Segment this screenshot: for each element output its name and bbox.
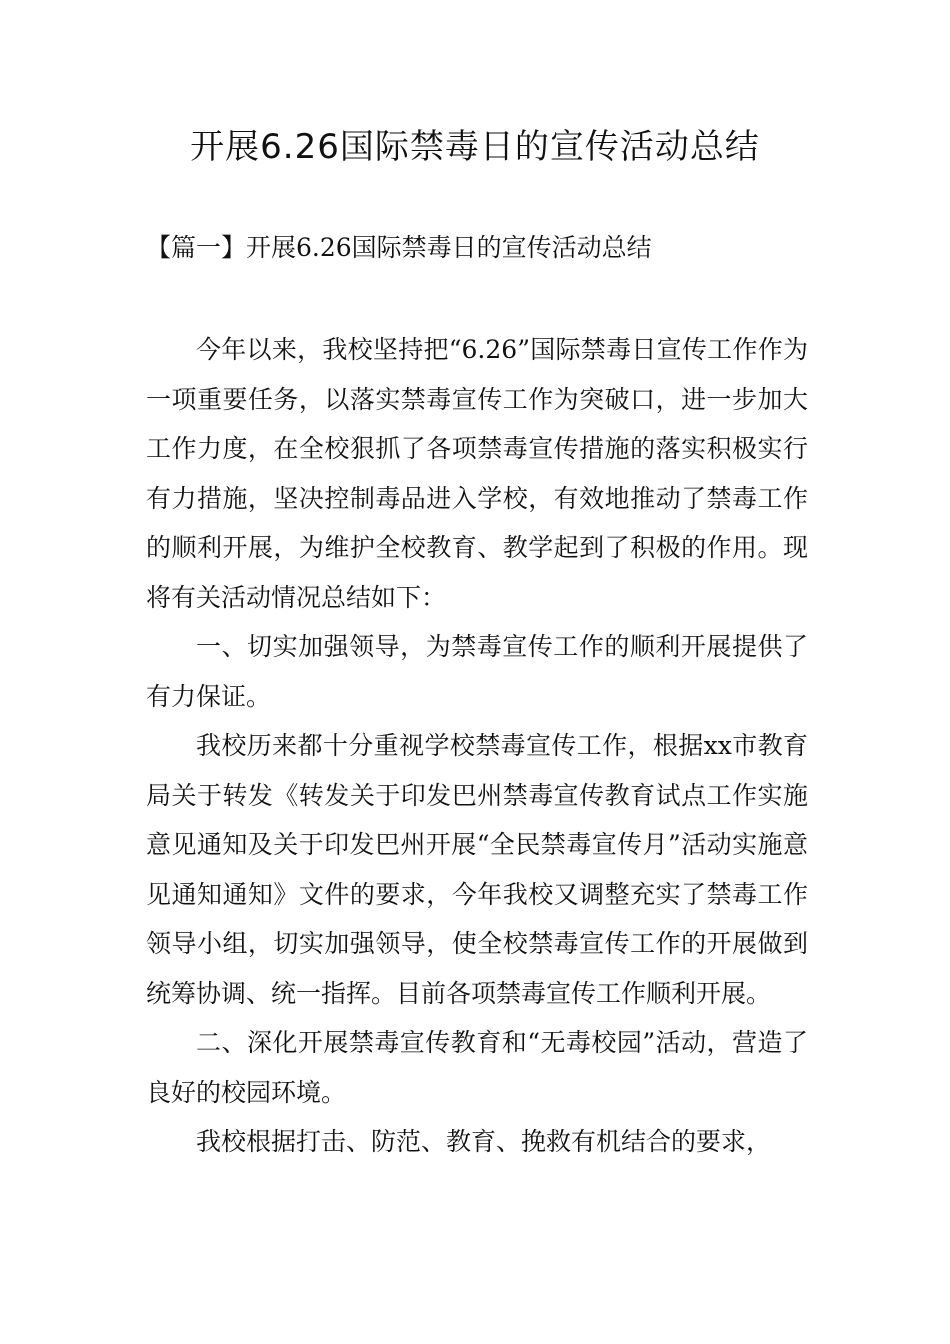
- document-body: [146, 325, 808, 1167]
- paragraph-point-two-body: 我校根据打击、防范、教育、挽救有机结合的要求，: [196, 1127, 772, 1156]
- section-heading: 【篇一】开展6.26国际禁毒日的宣传活动总结: [146, 233, 652, 262]
- paragraph-point-one-body: 我校历来都十分重视学校禁毒宣传工作，根据xx市教育局关于转发《转发关于印发巴州禁毒宣传教育试点工作实施意见通知及关于印发巴州开展“全民禁毒宣传月”活动实施意见通知通知》文件的要求，今年我校又调整充实了禁毒工作领导小组，切实加强领导，使全校禁毒宣传工作的开展做到统筹协调、统一指挥。目前各项禁毒宣传工作顺利开展。: [146, 731, 808, 1008]
- document-title: 开展6.26国际禁毒日的宣传活动总结: [190, 127, 760, 167]
- paragraph-point-one-heading: 一、切实加强领导，为禁毒宣传工作的顺利开展提供了有力保证。: [146, 632, 808, 711]
- paragraph-point-two-heading: 二、深化开展禁毒宣传教育和“无毒校园”活动，营造了良好的校园环境。: [146, 1028, 808, 1107]
- paragraph-intro: 今年以来，我校坚持把“6.26”国际禁毒日宣传工作作为一项重要任务，以落实禁毒宣传工作为突破口，进一步加大工作力度，在全校狠抓了各项禁毒宣传措施的落实积极实行有力措施，坚决控制毒品进入学校，有效地推动了禁毒工作的顺利开展，为维护全校教育、教学起到了积极的作用。现将有关活动情况总结如下：: [146, 335, 808, 612]
